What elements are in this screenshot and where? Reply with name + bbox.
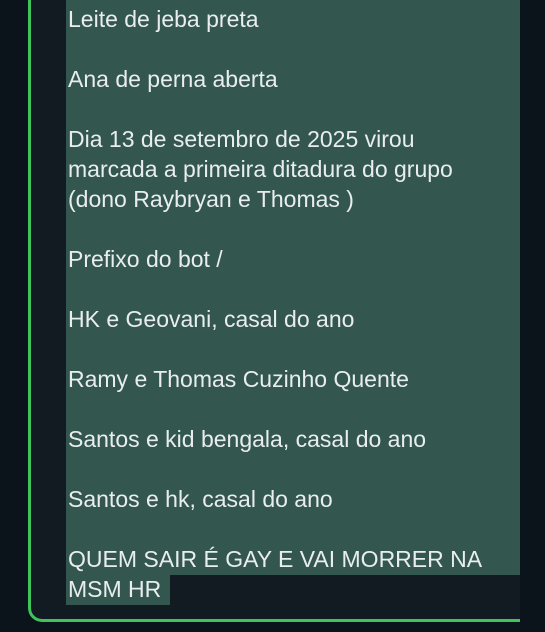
- line-gap: [68, 514, 518, 544]
- message-line: (dono Raybryan e Thomas ): [68, 186, 354, 212]
- line-gap: [68, 94, 518, 124]
- message-line: MSM HR: [68, 576, 162, 602]
- message-line: HK e Geovani, casal do ano: [68, 306, 355, 332]
- message-line: Ramy e Thomas Cuzinho Quente: [68, 366, 409, 392]
- message-line: Prefixo do bot /: [68, 246, 223, 272]
- message-line: Santos e hk, casal do ano: [68, 486, 333, 512]
- line-gap: [68, 394, 518, 424]
- line-gap: [68, 454, 518, 484]
- message-line: Santos e kid bengala, casal do ano: [68, 426, 427, 452]
- message-text[interactable]: [68, 4, 518, 604]
- line-gap: [68, 274, 518, 304]
- line-gap: [68, 214, 518, 244]
- message-line: QUEM SAIR É GAY E VAI MORRER NA: [68, 546, 483, 572]
- message-line: Leite de jeba preta: [68, 6, 259, 32]
- message-line: marcada a primeira ditadura do grupo: [68, 156, 453, 182]
- message-line: Dia 13 de setembro de 2025 virou: [68, 126, 415, 152]
- message-line: Ana de perna aberta: [68, 66, 278, 92]
- line-gap: [68, 334, 518, 364]
- line-gap: [68, 34, 518, 64]
